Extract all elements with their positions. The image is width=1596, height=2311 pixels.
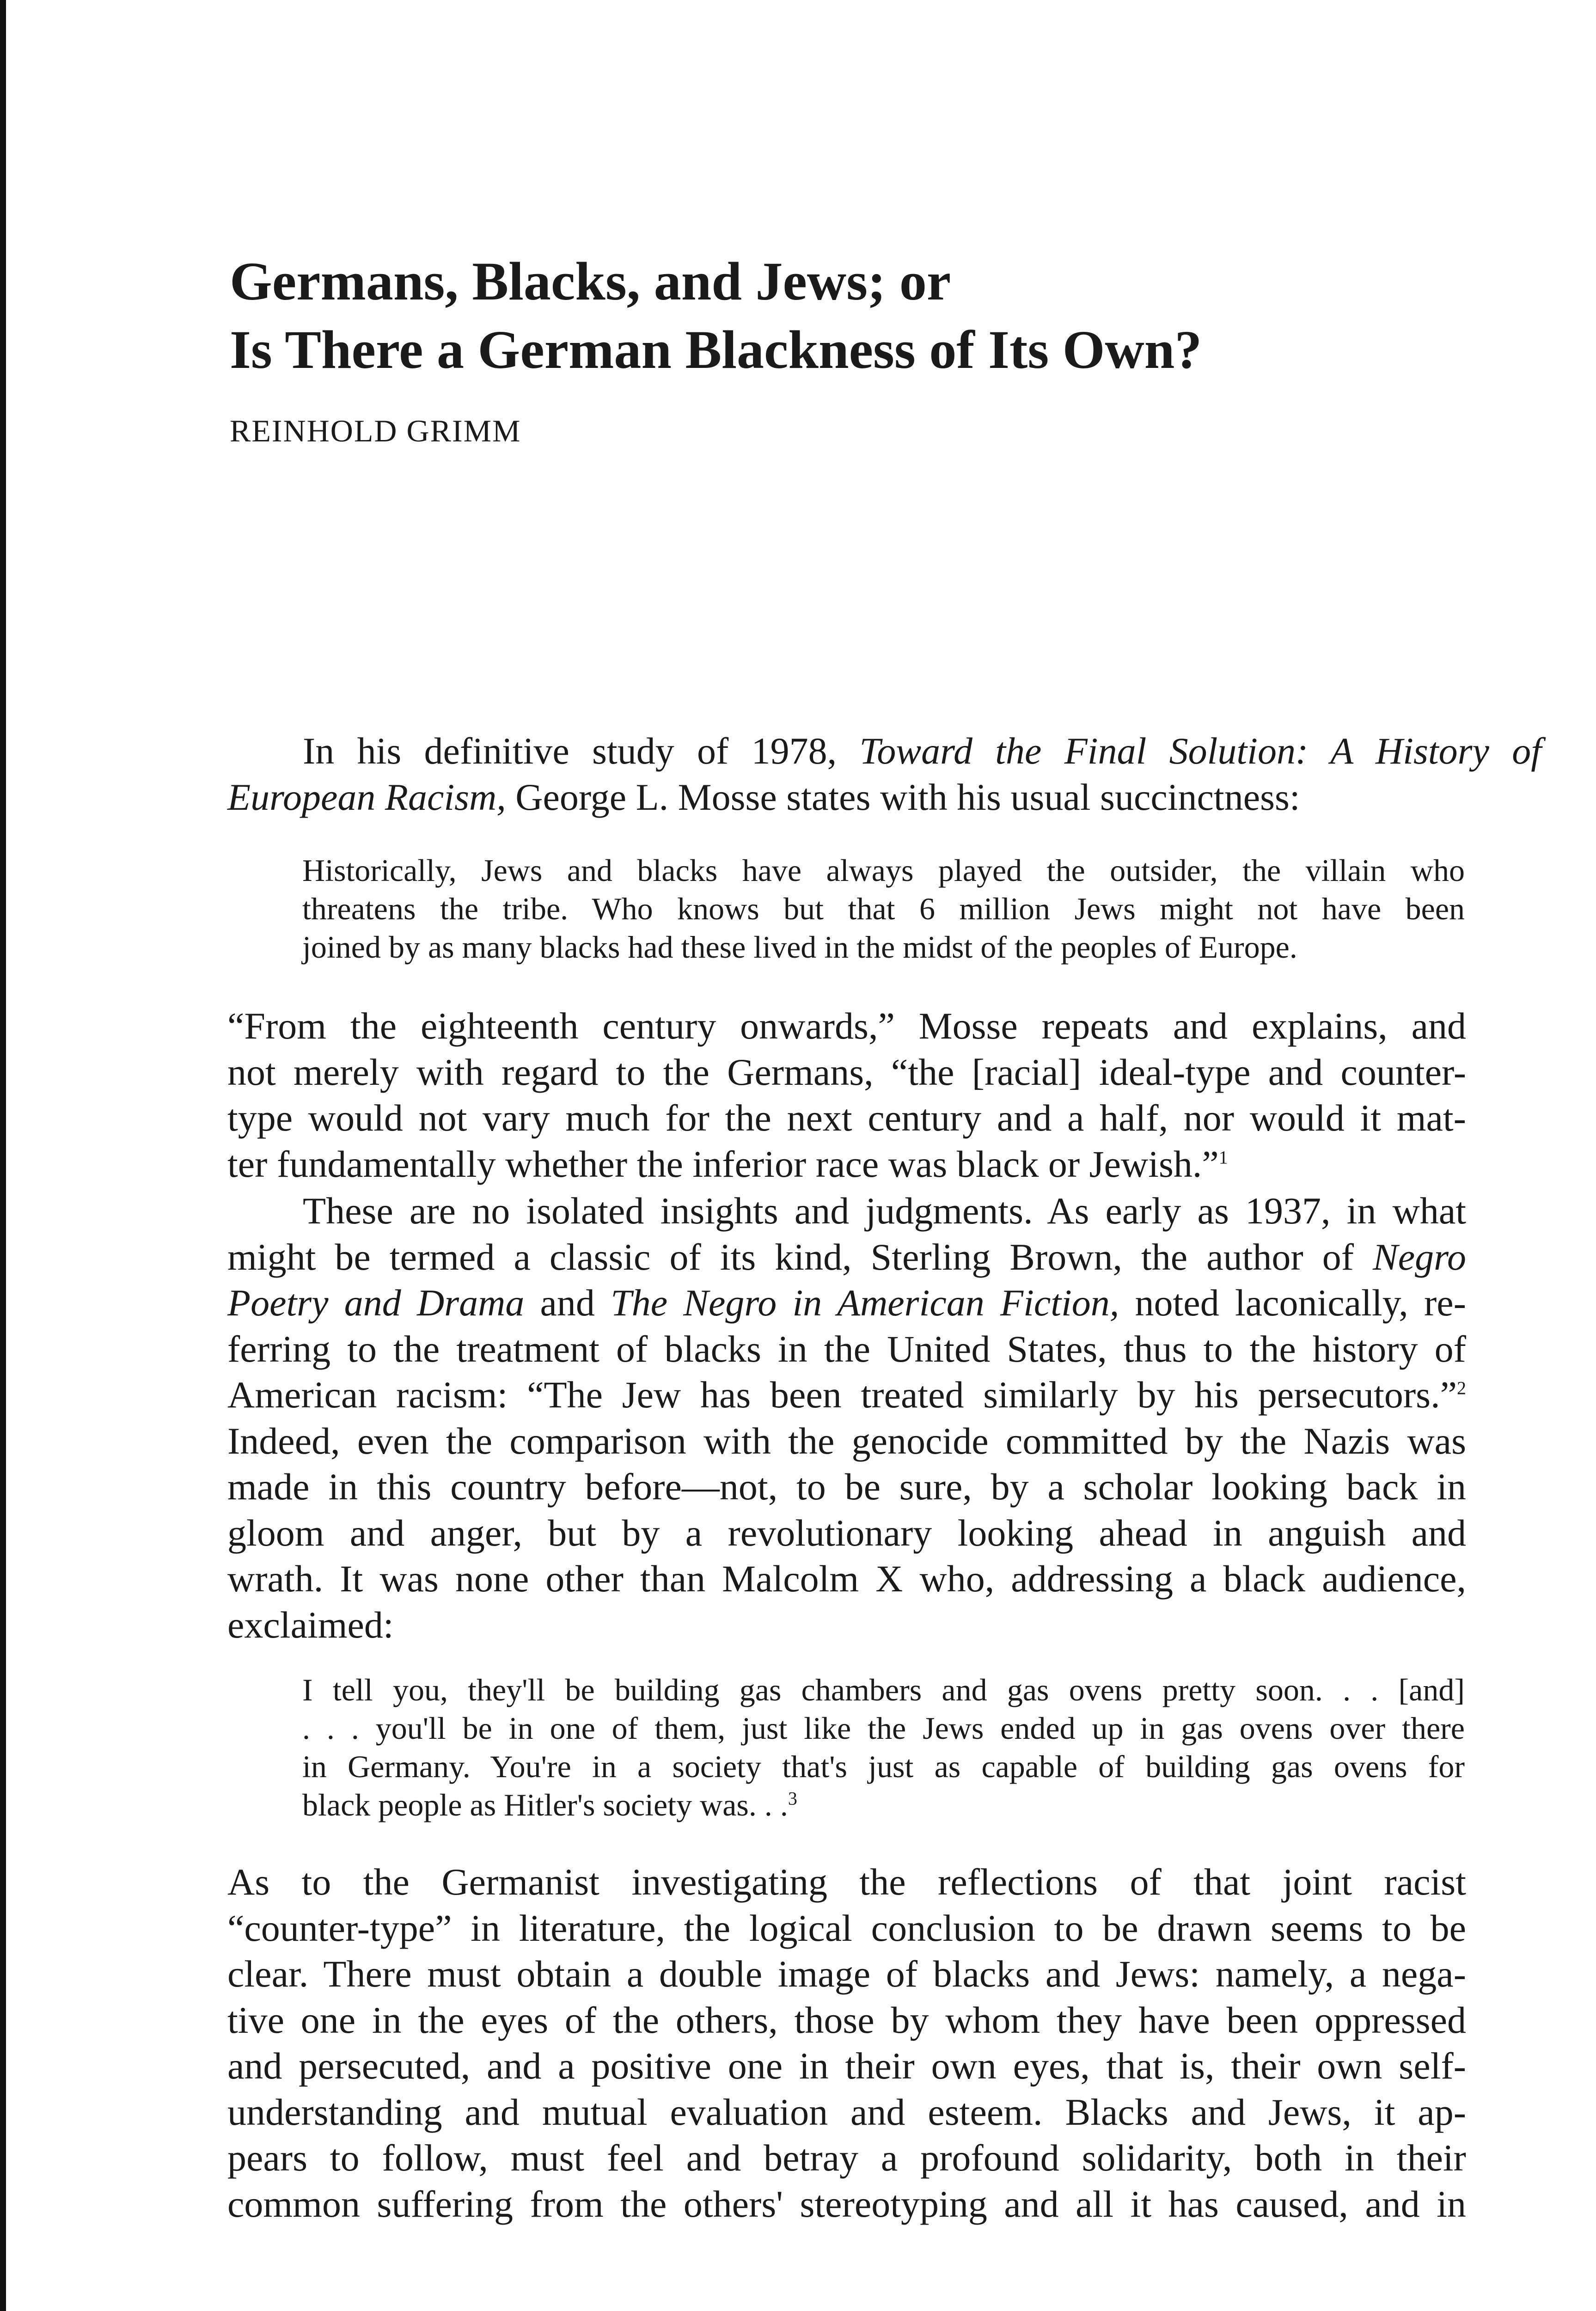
quote2-line-3: in Germany. You're in a society that's just as capable of building gas ovens for [302, 1749, 1465, 1784]
text-run: ter fundamentally whether the inferior race was black or Jewish.” [227, 1143, 1219, 1185]
para4-line-5: and persecuted, and a positive one in their own eyes, that is, their own self- [227, 2045, 1466, 2087]
para4-line-3: clear. There must obtain a double image of blacks and Jews: namely, a nega- [227, 1953, 1466, 1995]
block-quote-1 [302, 851, 1465, 966]
para4-line-2: “counter-type” in literature, the logical conclusion to be drawn seems to be [227, 1907, 1466, 1949]
block-quote-2 [302, 1671, 1465, 1824]
paragraph-3 [227, 1188, 1466, 1648]
para1-line-1 [303, 728, 1541, 774]
para2-line-4 [227, 1141, 1466, 1187]
para2-line-1: “From the eighteenth century onwards,” Mosse repeats and explains, and [227, 1005, 1466, 1047]
book-title: European Racism, [227, 776, 506, 818]
para3-line-6: Indeed, even the comparison with the genocide committed by the Nazis was [227, 1419, 1466, 1462]
quote2-line-1: I tell you, they'll be building gas chambers and gas ovens pretty soon. . . [and] [302, 1672, 1465, 1707]
author-name: REINHOLD GRIMM [230, 413, 521, 448]
text-run: In his definitive study of 1978, [303, 730, 860, 772]
text-run: noted laconically, re- [1119, 1282, 1466, 1324]
article-title [230, 247, 1478, 384]
para4-line-7: pears to follow, must feel and betray a profound solidarity, both in their [227, 2137, 1466, 2179]
paragraph-1-cont [227, 774, 1466, 820]
book-title: Negro [1373, 1235, 1466, 1278]
title-line-2: Is There a German Blackness of Its Own? [230, 319, 1202, 380]
para3-line-5 [227, 1372, 1466, 1418]
para3-line-4: ferring to the treatment of blacks in the United States, thus to the history of [227, 1327, 1466, 1370]
quote2-line-2: . . . you'll be in one of them, just like the Jews ended up in gas ovens over there [302, 1711, 1465, 1746]
para2-line-3: type would not vary much for the next century and a half, nor would it mat- [227, 1097, 1466, 1139]
text-run: George L. Mosse states with his usual succinctness: [506, 776, 1300, 818]
para2-line-2: not merely with regard to the Germans, “the [racial] ideal-type and counter- [227, 1051, 1466, 1093]
paragraph-1 [227, 728, 1541, 774]
para3-line-9: wrath. It was none other than Malcolm X who, addressing a black audience, [227, 1558, 1466, 1600]
text-run: American racism: “The Jew has been treated similarly by his persecutors.” [227, 1374, 1457, 1416]
text-run: black people as Hitler's society was. . . [302, 1787, 788, 1822]
text-run: and [524, 1282, 611, 1324]
para3-line-8: gloom and anger, but by a revolutionary looking ahead in anguish and [227, 1511, 1466, 1554]
footnote-marker: 1 [1218, 1147, 1228, 1168]
paragraph-2 [227, 1003, 1466, 1187]
para3-line-10: exclaimed: [227, 1603, 394, 1646]
para4-line-1: As to the Germanist investigating the reflections of that joint racist [227, 1861, 1466, 1903]
quote2-line-4 [302, 1786, 1465, 1824]
quote1-line-1: Historically, Jews and blacks have always played the outsider, the villain who [302, 853, 1465, 888]
para3-line-1: These are no isolated insights and judgments. As early as 1937, in what [303, 1190, 1466, 1232]
para1-line-2 [227, 774, 1466, 820]
text-run: might be termed a classic of its kind, Sterling Brown, the author of [227, 1235, 1373, 1278]
para4-line-8: common suffering from the others' stereotyping and all it has caused, and in [227, 2183, 1466, 2225]
book-title: The Negro in American Fiction, [611, 1282, 1119, 1324]
para3-line-3 [227, 1280, 1466, 1326]
paragraph-4 [227, 1859, 1466, 2227]
quote1-line-2: threatens the tribe. Who knows but that 6 million Jews might not have been [302, 891, 1465, 926]
book-title: Poetry and Drama [227, 1282, 525, 1324]
para3-line-7: made in this country before—not, to be sure, by a scholar looking back in [227, 1466, 1466, 1508]
para3-line-2 [227, 1234, 1466, 1280]
title-line-1: Germans, Blacks, and Jews; or [230, 251, 951, 312]
footnote-marker: 2 [1457, 1377, 1466, 1399]
quote1-line-3: joined by as many blacks had these lived in the midst of the peoples of Europe. [302, 929, 1297, 965]
footnote-marker: 3 [788, 1788, 797, 1809]
para4-line-6: understanding and mutual evaluation and esteem. Blacks and Jews, it ap- [227, 2091, 1466, 2133]
book-title: Toward the Final Solution: A History of [859, 730, 1541, 772]
scan-border-left [0, 0, 6, 2311]
para4-line-4: tive one in the eyes of the others, those by whom they have been oppressed [227, 1999, 1466, 2041]
